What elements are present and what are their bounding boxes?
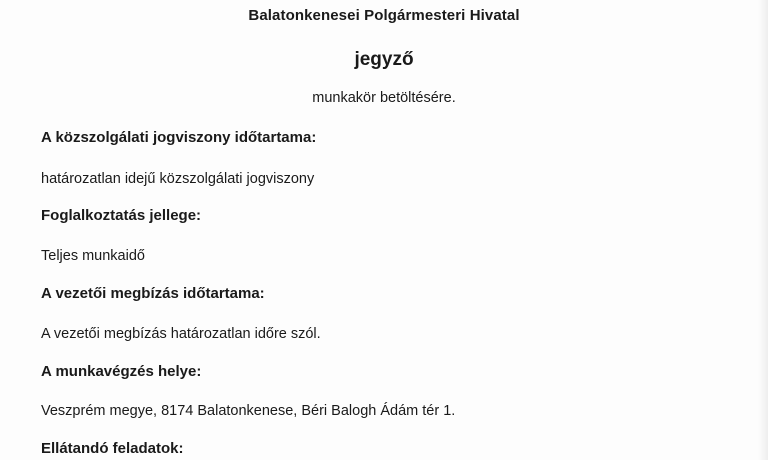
section-heading-tasks: Ellátandó feladatok: <box>41 440 184 457</box>
section-value-duration: határozatlan idejű közszolgálati jogviszony <box>41 171 315 187</box>
section-value-mandate-duration: A vezetői megbízás határozatlan időre szól. <box>41 326 321 342</box>
section-value-workplace: Veszprém megye, 8174 Balatonkenese, Béri Balogh Ádám tér 1. <box>41 403 456 419</box>
section-heading-workplace: A munkavégzés helye: <box>41 363 202 380</box>
section-heading-mandate-duration: A vezetői megbízás időtartama: <box>41 285 265 302</box>
section-value-employment-type: Teljes munkaidő <box>41 248 145 264</box>
position-title: jegyző <box>354 49 414 70</box>
position-subtitle: munkakör betöltésére. <box>312 90 456 106</box>
office-name: Balatonkenesei Polgármesteri Hivatal <box>248 7 520 24</box>
section-heading-employment-type: Foglalkoztatás jellege: <box>41 207 202 224</box>
section-heading-duration: A közszolgálati jogviszony időtartama: <box>41 129 317 146</box>
